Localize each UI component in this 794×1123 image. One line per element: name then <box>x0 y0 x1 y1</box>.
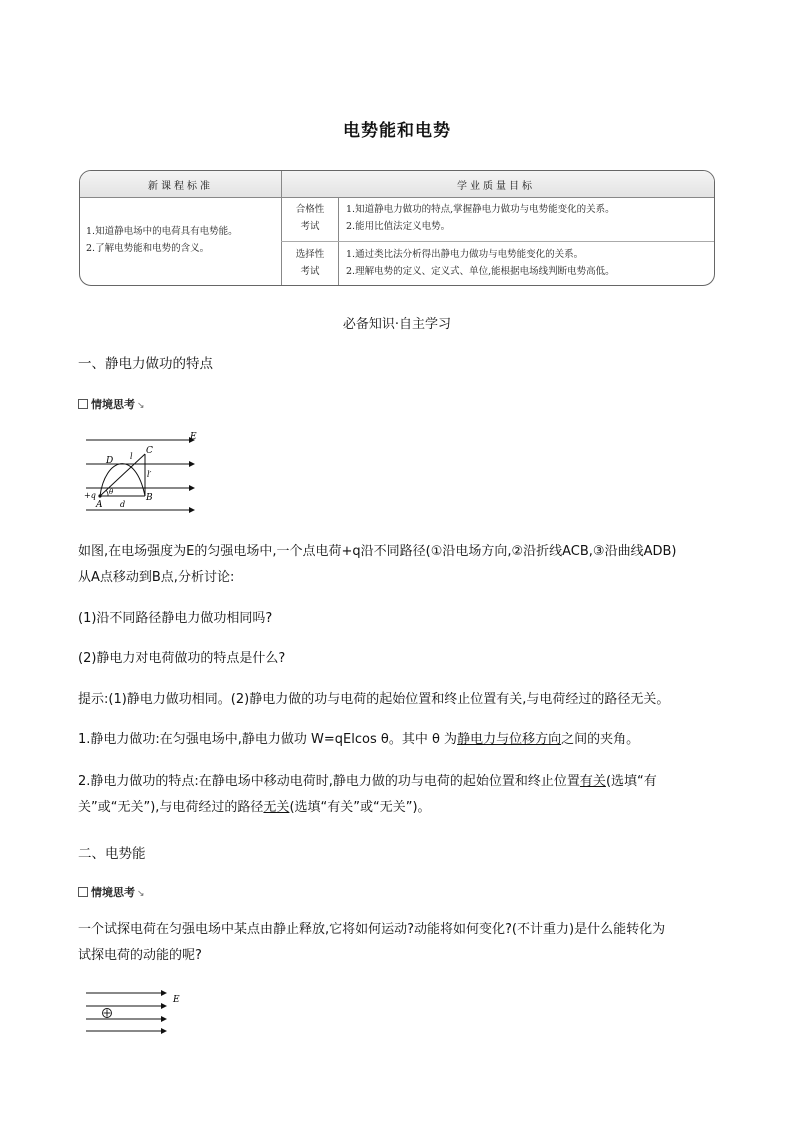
label-E-2: E <box>173 995 180 1005</box>
charge-field-diagram <box>82 988 192 1036</box>
intro-paragraph: 如图,在电场强度为E的匀强电场中,一个点电荷+q沿不同路径(①沿电场方向,②沿折线ACB,③沿曲线ADB) 从A点移动到B点,分析讨论: <box>78 544 677 585</box>
label-D: D <box>106 456 114 466</box>
standard-cell <box>86 223 238 257</box>
section-title: 必备知识·自主学习 <box>342 317 452 332</box>
field-path-diagram <box>80 428 205 516</box>
label-E: E <box>190 432 197 442</box>
row-goals-selective: 1.通过类比法分析得出静电力做功与电势能变化的关系。 2.理解电势的定义、定义式、单位,能根据电场线判断电势高低。 <box>346 249 615 277</box>
heading-potential-energy: 二、电势能 <box>78 846 146 862</box>
label-B: B <box>146 493 153 503</box>
label-theta: θ <box>109 488 114 496</box>
header-quality-goal: 学业质量目标 <box>457 181 535 192</box>
label-C: C <box>146 446 153 456</box>
row-label-qualified: 合格性 考试 <box>295 204 325 232</box>
row-label-selective: 选择性 考试 <box>295 249 325 277</box>
label-d: d <box>120 500 126 509</box>
question-1: (1)沿不同路径静电力做功相同吗? <box>78 611 273 626</box>
standard-line-2: 2.了解电势能和电势的含义。 <box>86 243 210 254</box>
heading-work-feature: 一、静电力做功的特点 <box>78 356 213 372</box>
point-2: 2.静电力做功的特点:在静电场中移动电荷时,静电力做的功与电荷的起始位置和终止位置有关(选填“有 关”或“无关”),与电荷经过的路径无关(选填“有关”或“无关”)。 <box>78 774 657 815</box>
page-title: 电势能和电势 <box>343 121 451 141</box>
blank-answer-2: 有关 <box>579 774 606 789</box>
tag-marker-icon <box>78 887 88 897</box>
label-A: A <box>96 500 103 510</box>
scenario-paragraph: 一个试探电荷在匀强电场中某点由静止释放,它将如何运动?动能将如何变化?(不计重力)是什么能转化为 试探电荷的动能的呢? <box>78 922 666 963</box>
blank-answer-1: 静电力与位移方向 <box>457 732 562 747</box>
scenario-tag-1: 情境思考 ↘ <box>78 396 145 412</box>
tag-flourish-icon: ↘ <box>137 401 145 411</box>
standards-table <box>79 170 715 286</box>
label-q: +q <box>84 491 96 500</box>
header-curriculum-standard: 新课程标准 <box>148 181 213 192</box>
row-goals-qualified: 1.知道静电力做功的特点,掌握静电力做功与电势能变化的关系。 2.能用比值法定义电势。 <box>346 204 615 232</box>
label-l: l <box>130 452 133 461</box>
question-2: (2)静电力对电荷做功的特点是什么? <box>78 651 286 666</box>
tag-marker-icon <box>78 399 88 409</box>
scenario-tag-2: 情境思考 ↘ <box>78 884 145 900</box>
tag-flourish-icon: ↘ <box>137 889 145 899</box>
standard-line-1: 1.知道静电场中的电荷具有电势能。 <box>86 226 238 237</box>
label-l-prime: l′ <box>147 470 152 479</box>
blank-answer-3: 无关 <box>263 800 290 815</box>
point-1: 1.静电力做功:在匀强电场中,静电力做功 W=qElcos θ。其中 θ 为静电力与位移方向之间的夹角。 <box>78 732 640 747</box>
table-header <box>80 171 714 198</box>
hint-answer: 提示:(1)静电力做功相同。(2)静电力做的功与电荷的起始位置和终止位置有关,与电荷经过的路径无关。 <box>78 692 670 707</box>
